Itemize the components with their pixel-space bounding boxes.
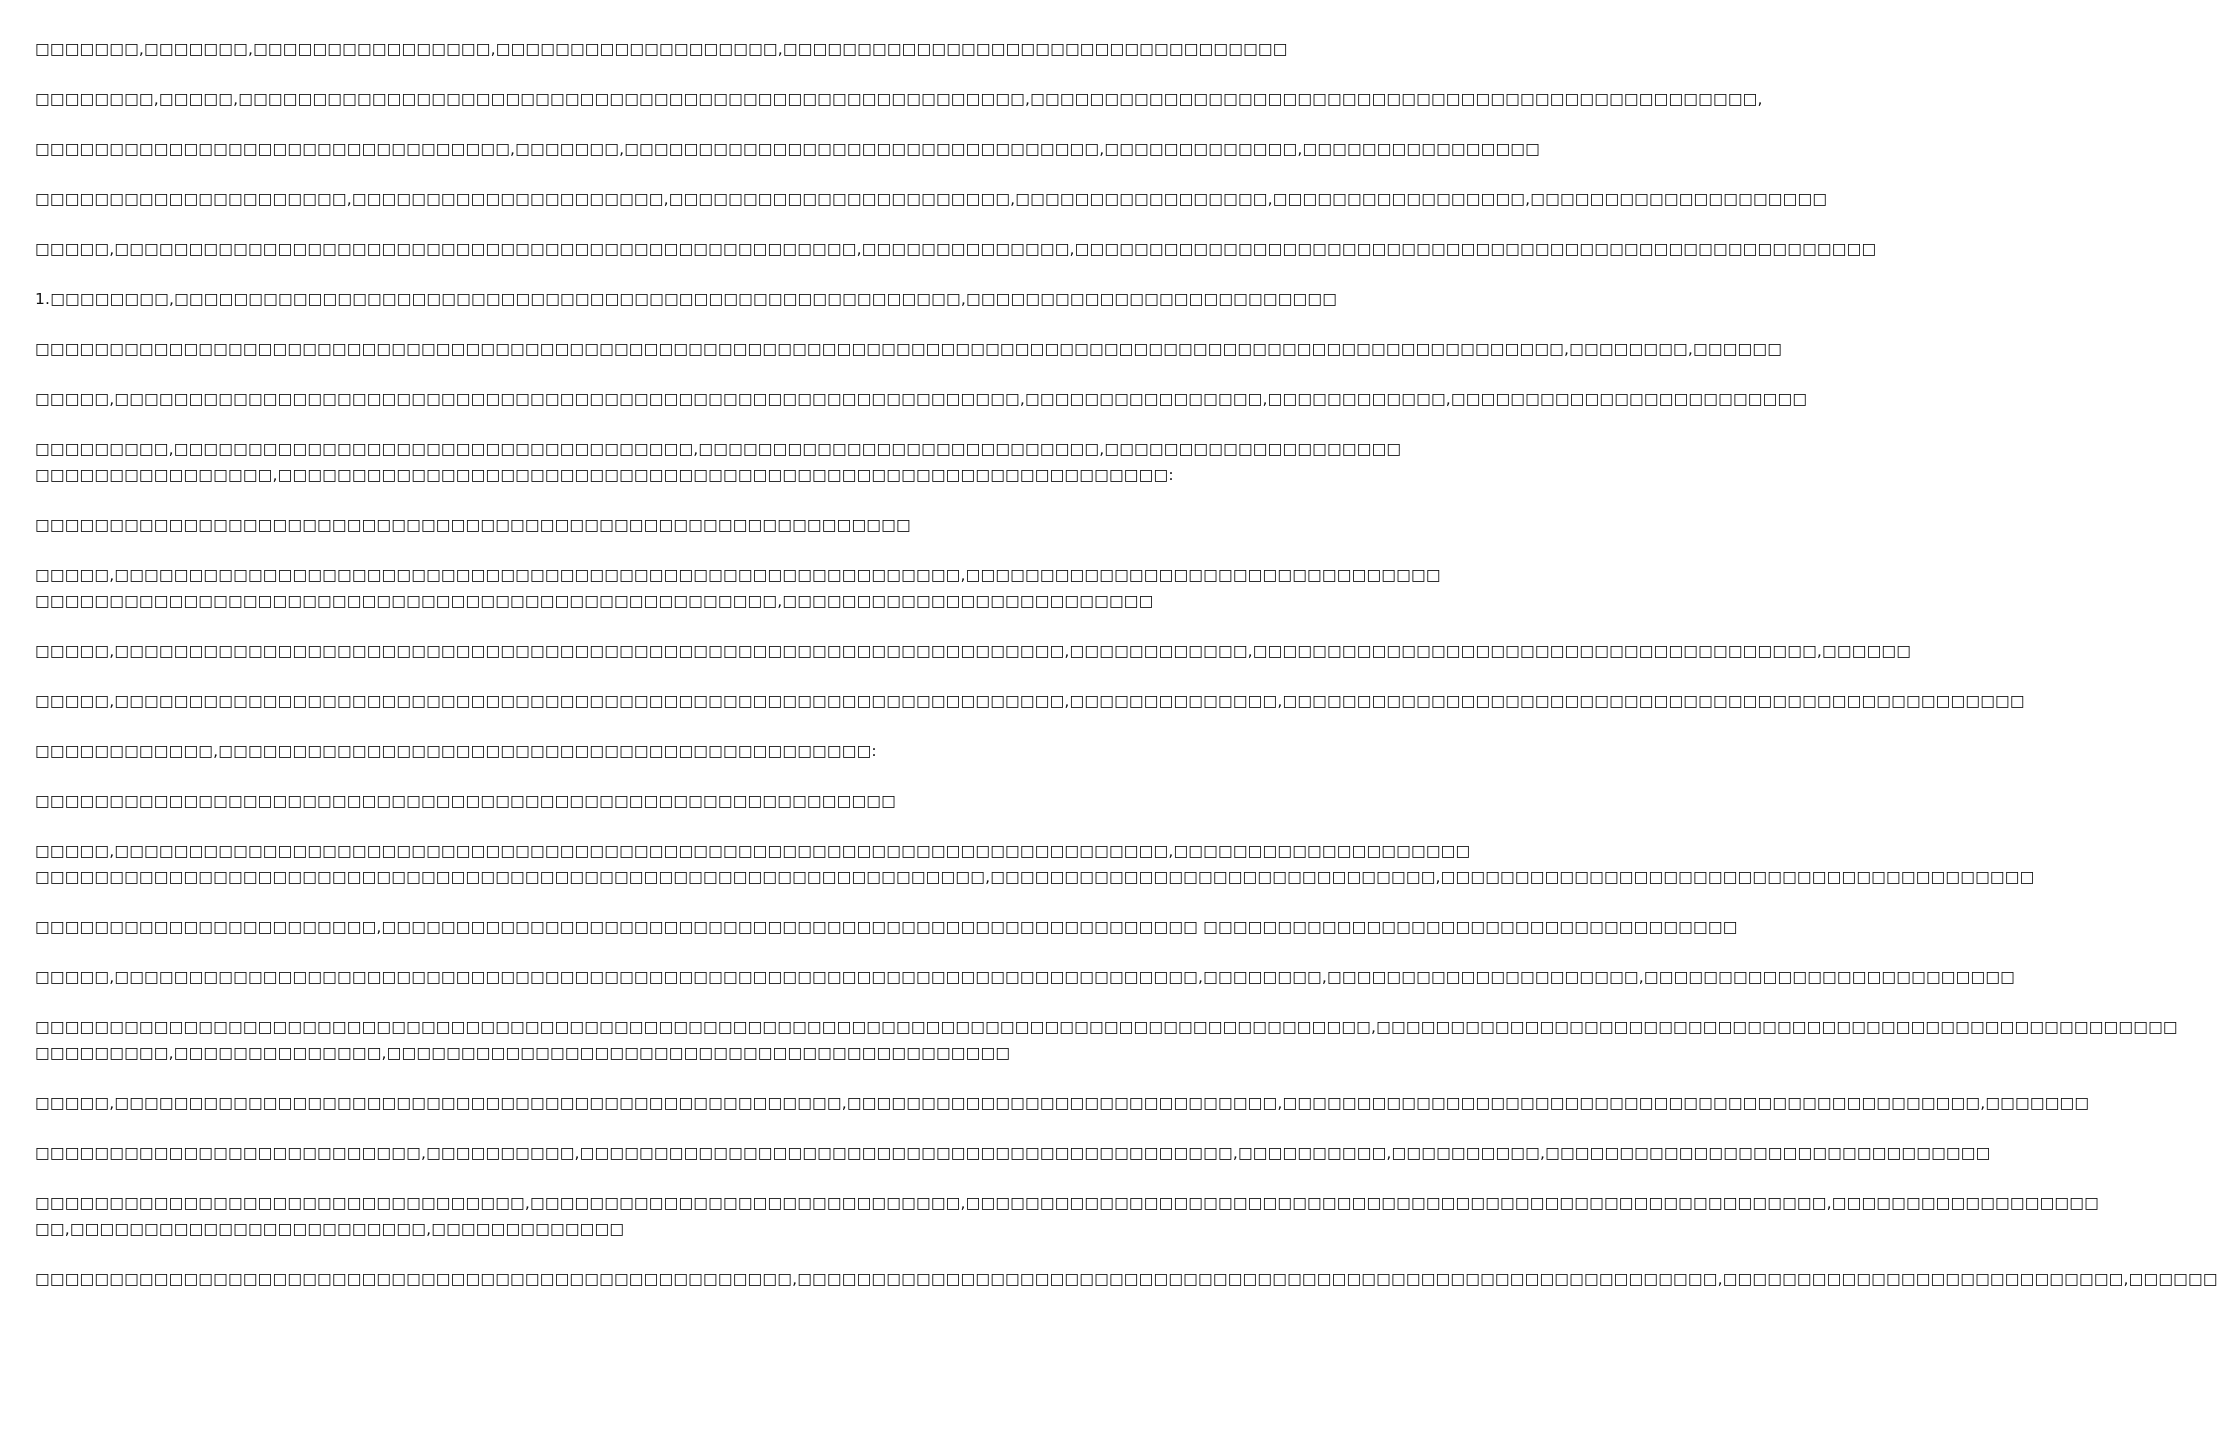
document-body xyxy=(35,36,2218,1316)
paragraph xyxy=(35,86,1763,112)
text-line: □□□□□□□□□□□□,□□□□□□□□□□□□□□□□□□□□□□□□□□□□□□□□□□□□□□□□□□□□: xyxy=(35,742,877,760)
text-line: □□□□□,□□□□□□□□□□□□□□□□□□□□□□□□□□□□□□□□□□□□□□□□□□□□□□□□□□□□□□□□□□□□□□□□,□□□□□□□□□□□□,□□□□□□□□□□□□□□□□□□□□□□□□□□□□□□□□□□□□□□,□□□□□□ xyxy=(35,642,1912,660)
paragraph xyxy=(35,512,989,538)
text-line: □□□□□,□□□□□□□□□□□□□□□□□□□□□□□□□□□□□□□□□□□□□□□□□□□□□□□□□□□□□□□□□□□□□□□□□□□□□□□,□□□□□□□□□□□□□□□□□□□□ xyxy=(35,842,1471,860)
paragraph xyxy=(35,436,1402,488)
text-line: □□□□□,□□□□□□□□□□□□□□□□□□□□□□□□□□□□□□□□□□□□□□□□□□□□□□□□□□□□□□□□□□□□□,□□□□□□□□□□□□□□□□,□□□□□□□□□□□□,□□□□□□□□□□□□□□□□□□□□□□□□ xyxy=(35,390,1808,408)
paragraph xyxy=(35,1140,1991,1166)
paragraph xyxy=(35,1190,2099,1242)
text-line: □□□□□,□□□□□□□□□□□□□□□□□□□□□□□□□□□□□□□□□□□□□□□□□□□□□□□□□,□□□□□□□□□□□□□□□□□□□□□□□□□□□□□,□□□□□□□□□□□□□□□□□□□□□□□□□□□□□□□□□□□□□□□□□□□□□□□,□□□□□□□ xyxy=(35,1094,2090,1112)
paragraph xyxy=(35,838,2035,890)
paragraph xyxy=(35,964,2016,990)
text-line: □□□□□□□□□□□□□□□□□□□□□□□□□□□□□□□□□□□□□□□□□□□□□□□□□□□□□□□□□□ xyxy=(35,792,896,810)
text-line: □□□□□□□□□,□□□□□□□□□□□□□□□□□□□□□□□□□□□□□□□□□□□,□□□□□□□□□□□□□□□□□□□□□□□□□□□,□□□□□□□□□□□□□□□□□□□□ xyxy=(35,440,1402,458)
text-line: □□□□□□□□□□□□□□□□□□□□□□□,□□□□□□□□□□□□□□□□□□□□□□□□□□□□□□□□□□□□□□□□□□□□□□□□□□□□□□□ □□□□□□□□□□□□□□□□□□□□□□□□□□□□□□□□□□□□ xyxy=(35,918,1738,936)
text-line: □□□□□,□□□□□□□□□□□□□□□□□□□□□□□□□□□□□□□□□□□□□□□□□□□□□□□□□□,□□□□□□□□□□□□□□,□□□□□□□□□□□□□□□□□□□□□□□□□□□□□□□□□□□□□□□□□□□□□□□□□□□□□□ xyxy=(35,240,1877,258)
paragraph xyxy=(35,386,1808,412)
text-line: □□□□□□□,□□□□□□□,□□□□□□□□□□□□□□□□,□□□□□□□□□□□□□□□□□□□,□□□□□□□□□□□□□□□□□□□□□□□□□□□□□□□□□□ xyxy=(35,40,1288,58)
paragraph xyxy=(35,336,1783,362)
text-line: □□□□□□□□□,□□□□□□□□□□□□□□,□□□□□□□□□□□□□□□□□□□□□□□□□□□□□□□□□□□□□□□□□□ xyxy=(35,1044,1011,1062)
paragraph xyxy=(35,1266,2218,1292)
paragraph xyxy=(35,36,1288,62)
text-line: □□□□□□□□□□□□□□□□□□□□□□□□□□□□□□□□□,□□□□□□□□□□□□□□□□□□□□□□□□□□□□□,□□□□□□□□□□□□□□□□□□□□□□□□□□□□□□□□□□□□□□□□□□□□□□□□□□□□□□□□□□,□□□□□□□□□□□□□□□□□□ xyxy=(35,1194,2099,1212)
paragraph xyxy=(35,1090,2090,1116)
text-line: □□□□□□□□□□□□□□□□□□□□□□□□□□□□□□□□□□□□□□□□□□□□□□□□□□,□□□□□□□□□□□□□□□□□□□□□□□□□ xyxy=(35,592,1154,610)
text-line: □□□□□□□□□□□□□□□□□□□□□□□□□□□□□□□□□□□□□□□□□□□□□□□□□□□,□□□□□□□□□□□□□□□□□□□□□□□□□□□□□□□□□□□□□□□□□□□□□□□□□□□□□□□□□□□□□□,□□□□□□□□□□□□□□□□□□□□□□□□□□□,□□□□□□ xyxy=(35,1270,2218,1288)
text-line: □□,□□□□□□□□□□□□□□□□□□□□□□□□,□□□□□□□□□□□□□ xyxy=(35,1220,625,1238)
paragraph xyxy=(35,788,989,814)
paragraph xyxy=(35,638,1912,664)
text-line: □□□□□□□□□□□□□□□□,□□□□□□□□□□□□□□□□□□□□□□□□□□□□□□□□□□□□□□□□□□□□□□□□□□□□□□□□□□□□: xyxy=(35,466,1174,484)
paragraph xyxy=(35,236,1877,262)
text-line: □□□□□,□□□□□□□□□□□□□□□□□□□□□□□□□□□□□□□□□□□□□□□□□□□□□□□□□□□□□□□□□□□□□□□□,□□□□□□□□□□□□□□,□□□□□□□□□□□□□□□□□□□□□□□□□□□□□□□□□□□□□□□□□□□□□□□□□□ xyxy=(35,692,2025,710)
paragraph xyxy=(35,1014,2178,1066)
text-line: □□□□□□□□□□□□□□□□□□□□□□□□□□,□□□□□□□□□□,□□□□□□□□□□□□□□□□□□□□□□□□□□□□□□□□□□□□□□□□□□□□,□□□□□□□□□□,□□□□□□□□□□,□□□□□□□□□□□□□□□□□□□□□□□□□□□□□□ xyxy=(35,1144,1991,1162)
paragraph xyxy=(35,562,1441,614)
paragraph xyxy=(35,688,2025,714)
text-line: □□□□□,□□□□□□□□□□□□□□□□□□□□□□□□□□□□□□□□□□□□□□□□□□□□□□□□□□□□□□□□□□□□□□□□□□□□□□□□□,□□□□□□□□,□□□□□□□□□□□□□□□□□□□□□,□□□□□□□□□□□□□□□□□□□□□□□□□ xyxy=(35,968,2016,986)
paragraph xyxy=(35,738,989,764)
text-line: □□□□□□□□□□□□□□□□□□□□□□□□□□□□□□□□□□□□□□□□□□□□□□□□□□□□□□□□□□□□□□□□□□□□□□□□□□□□□□□□□□□□□□□□□□□□□□□□□□□□□□□,□□□□□□□□,□□□□□□ xyxy=(35,340,1783,358)
text-line: □□□□□□□□□□□□□□□□□□□□□□□□□□□□□□□□□□□□□□□□□□□□□□□□□□□□□□□□□□□ xyxy=(35,516,911,534)
text-line: 1.□□□□□□□□,□□□□□□□□□□□□□□□□□□□□□□□□□□□□□□□□□□□□□□□□□□□□□□□□□□□□□,□□□□□□□□□□□□□□□□□□□□□□□□□ xyxy=(35,290,1338,308)
text-line: □□□□□□□□□□□□□□□□□□□□□□□□□□□□□□□□□□□□□□□□□□□□□□□□□□□□□□□□□□□□□□□□,□□□□□□□□□□□□□□□□□□□□□□□□□□□□□□,□□□□□□□□□□□□□□□□□□□□□□□□□□□□□□□□□□□□□□□□ xyxy=(35,868,2035,886)
text-line: □□□□□□□□□□□□□□□□□□□□□□□□□□□□□□□□,□□□□□□□,□□□□□□□□□□□□□□□□□□□□□□□□□□□□□□□□,□□□□□□□□□□□□□,□□□□□□□□□□□□□□□□ xyxy=(35,140,1540,158)
paragraph xyxy=(35,186,1828,212)
text-line: □□□□□□□□,□□□□□,□□□□□□□□□□□□□□□□□□□□□□□□□□□□□□□□□□□□□□□□□□□□□□□□□□□□□,□□□□□□□□□□□□□□□□□□□□□□□□□□□□□□□□□□□□□□□□□□□□□□□□□, xyxy=(35,90,1763,108)
text-line: □□□□□,□□□□□□□□□□□□□□□□□□□□□□□□□□□□□□□□□□□□□□□□□□□□□□□□□□□□□□□□□,□□□□□□□□□□□□□□□□□□□□□□□□□□□□□□□□ xyxy=(35,566,1441,584)
paragraph xyxy=(35,286,1338,312)
text-line: □□□□□□□□□□□□□□□□□□□□□□□□□□□□□□□□□□□□□□□□□□□□□□□□□□□□□□□□□□□□□□□□□□□□□□□□□□□□□□□□□□□□□□□□□□,□□□□□□□□□□□□□□□□□□□□□□□□□□□□□□□□□□□□□□□□□□□□□□□□□□□□□□ xyxy=(35,1018,2178,1036)
paragraph xyxy=(35,136,1540,162)
paragraph xyxy=(35,914,1738,940)
text-line: □□□□□□□□□□□□□□□□□□□□□,□□□□□□□□□□□□□□□□□□□□□,□□□□□□□□□□□□□□□□□□□□□□□,□□□□□□□□□□□□□□□□□,□□□□□□□□□□□□□□□□□,□□□□□□□□□□□□□□□□□□□□ xyxy=(35,190,1828,208)
